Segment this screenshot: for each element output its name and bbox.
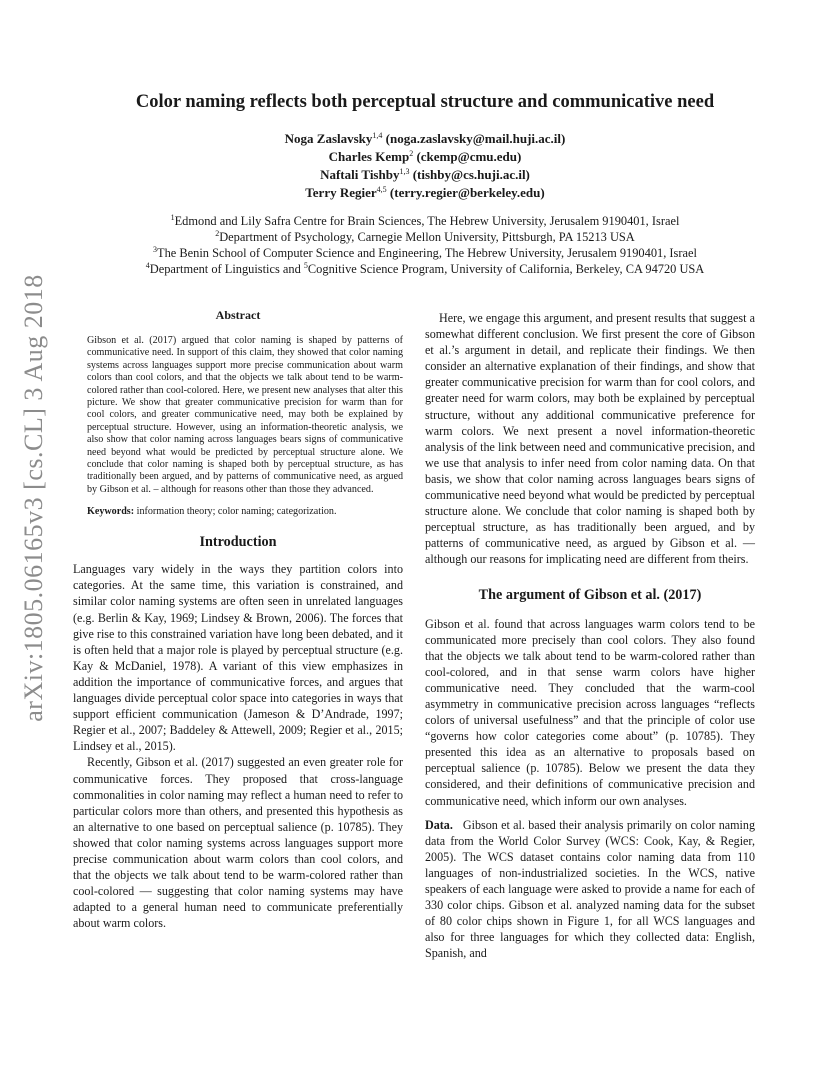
abstract-heading: Abstract [215,308,261,322]
intro-paragraph-1: Languages vary widely in the ways they partition colors into categories. At the same time, this variation is constrained, and similar color naming systems are often seen in unrelated languages (e.g. Berlin & Kay, 1969; Lindsey & Brown, 2006). The forces that give rise to this constrained variation have long been debated, and it is often held that a major role is played by perceptual structure (e.g. Kay & McDaniel, 1978). A variant of this view emphasizes in addition the importance of communicative forces, and argues that languages divide perceptual color space into categories in ways that support efficient communication (Jameson & D’Andrade, 1997; Regier et al., 2007; Baddeley & Attewell, 2009; Regier et al., 2015; Lindsey et al., 2015). [73,562,403,754]
author-name: Charles Kemp [328,149,410,164]
arxiv-stamp [14,274,54,722]
affiliation [60,245,790,261]
data-paragraph [425,817,755,962]
data-paragraph-label: Data. [425,817,453,832]
keywords-label: Keywords: [87,506,135,518]
author-name: Naftali Tishby [320,167,400,182]
affiliation-text: Department of Linguistics and [149,262,304,276]
affiliation-sup: 2 [215,229,220,238]
affiliation-text: The Benin School of Computer Science and Engineering, The Hebrew University, Jerusalem 9190401, Israel [157,246,697,260]
affiliation-text: Cognitive Science Program, University of California, Berkeley, CA 94720 USA [307,262,705,276]
paper-title: Color naming reflects both perceptual structure and communicative need [135,92,715,112]
author-affil-sup: 4,5 [376,185,387,194]
keywords-text: information theory; color naming; categorization. [136,506,337,518]
author-line [60,130,790,148]
abstract-text: Gibson et al. (2017) argued that color naming is shaped by patterns of communicative need. In support of this claim, they showed that color naming systems across languages support more precise communication about warm colors than cool colors, and that the objects we talk about tend to be warm-colored rather than cool-colored. Here, we present new analyses that alter this picture. We show that greater communicative precision for warm than for cool colors, and greater communicative need, may both be explained by perceptual structure. However, using an information-theoretic analysis, we also show that color naming across languages bears signs of communicative need beyond what would be predicted by perceptual structure alone. We conclude that color naming is shaped both by perceptual structure, as has traditionally been argued, and by patterns of communicative need, as argued by Gibson et al. – although for reasons other than those they advanced. [87,335,403,495]
intro-paragraph-2: Recently, Gibson et al. (2017) suggested an even greater role for communicative forces. They proposed that cross-language commonalities in color naming may reflect a human need to refer to particular colors more than others, and presented this hypothesis as an alternative to one based on perceptual salience (p. 10785). They showed that color naming systems across languages support more precise communication about warm colors than cool colors, and that the objects we talk about tend to be warm-colored rather than cool-colored — suggesting that color naming systems may have adapted to a general human need to communicate preferentially about warm colors. [73,755,403,931]
affiliation-sup: 1 [170,213,175,222]
author-email: (noga.zaslavsky@mail.huji.ac.il) [385,131,566,146]
data-paragraph-text: Gibson et al. based their analysis primarily on color naming data from the World Color Survey (WCS: Cook, Kay, & Regier, 2005). The WCS dataset contains color naming data from 110 languages of non-industrialized societies. In the WCS, native speakers of each language were asked to provide a name for each of 330 color chips. Gibson et al. analyzed naming data for the subset of 80 color chips shown in Figure 1, for all WCS languages and also for three languages for which they collected data: English, Spanish, and [425,817,755,961]
author-list [60,130,790,202]
arxiv-identifier: arXiv:1805.06165v3 [cs.CL] 3 Aug 2018 [19,274,48,722]
author-affil-sup: 1,4 [372,131,383,140]
author-affil-sup: 1,3 [399,167,410,176]
section-heading-argument: The argument of Gibson et al. (2017) [478,586,702,603]
argument-paragraph: Gibson et al. found that across languages warm colors tend to be communicated more precisely than cool colors. They also found that the objects we talk about tend to be warm-colored rather than cool-colored, and in that sense warm colors have higher communicative need. They concluded that the warm-cool asymmetry in communicative precision across languages “reflects colors of universal usefulness” and that the principle of color use “governs how color categories come about” (p. 10785). They presented this idea as an alternative to proposals based on perceptual salience (p. 10785). Below we present the data they considered, and their definitions of communicative precision and communicative need, which inform our own analyses. [425,616,755,808]
author-line [60,148,790,166]
author-line [60,166,790,184]
author-name: Noga Zaslavsky [284,131,373,146]
affiliation-sup: 4 [145,261,150,270]
affiliation-sup: 5 [303,261,308,270]
left-column [73,308,403,931]
affiliation-text: Department of Psychology, Carnegie Mellon University, Pittsburgh, PA 15213 USA [219,230,635,244]
author-name: Terry Regier [305,185,377,200]
author-email: (terry.regier@berkeley.edu) [389,185,545,200]
author-affil-sup: 2 [409,149,414,158]
keywords [87,506,403,517]
affiliation [60,229,790,245]
author-email: (tishby@cs.huji.ac.il) [412,167,530,182]
affiliation-sup: 3 [153,245,158,254]
affiliation [60,261,790,277]
affiliation [60,213,790,229]
right-paragraph-1: Here, we engage this argument, and present results that suggest a somewhat different conclusion. We first present the core of Gibson et al.’s argument in detail, and replicate their findings. We then consider an alternative explanation of their findings, and show that greater communicative precision for warm than for cool colors, and greater need for warm colors, may both be explained by perceptual structure, without any additional communicative preference for warm colors. We next present a novel information-theoretic analysis of the link between need and communicative precision, and we use that analysis to infer need from color naming data. On that basis, we show that color naming across languages bears signs of communicative need beyond what would be predicted by perceptual structure alone. We conclude that color naming is shaped both by perceptual structure, as has traditionally been argued, and by patterns of communicative need, as argued by Gibson et al. — although our reasons for implicating need are different from theirs. [425,311,755,567]
affiliation-list [60,213,790,277]
section-heading-introduction: Introduction [199,534,277,551]
affiliation-text: Edmond and Lily Safra Centre for Brain Sciences, The Hebrew University, Jerusalem 9190401, Israel [174,214,680,228]
author-line [60,184,790,202]
author-email: (ckemp@cmu.edu) [416,149,522,164]
right-column [425,308,755,961]
